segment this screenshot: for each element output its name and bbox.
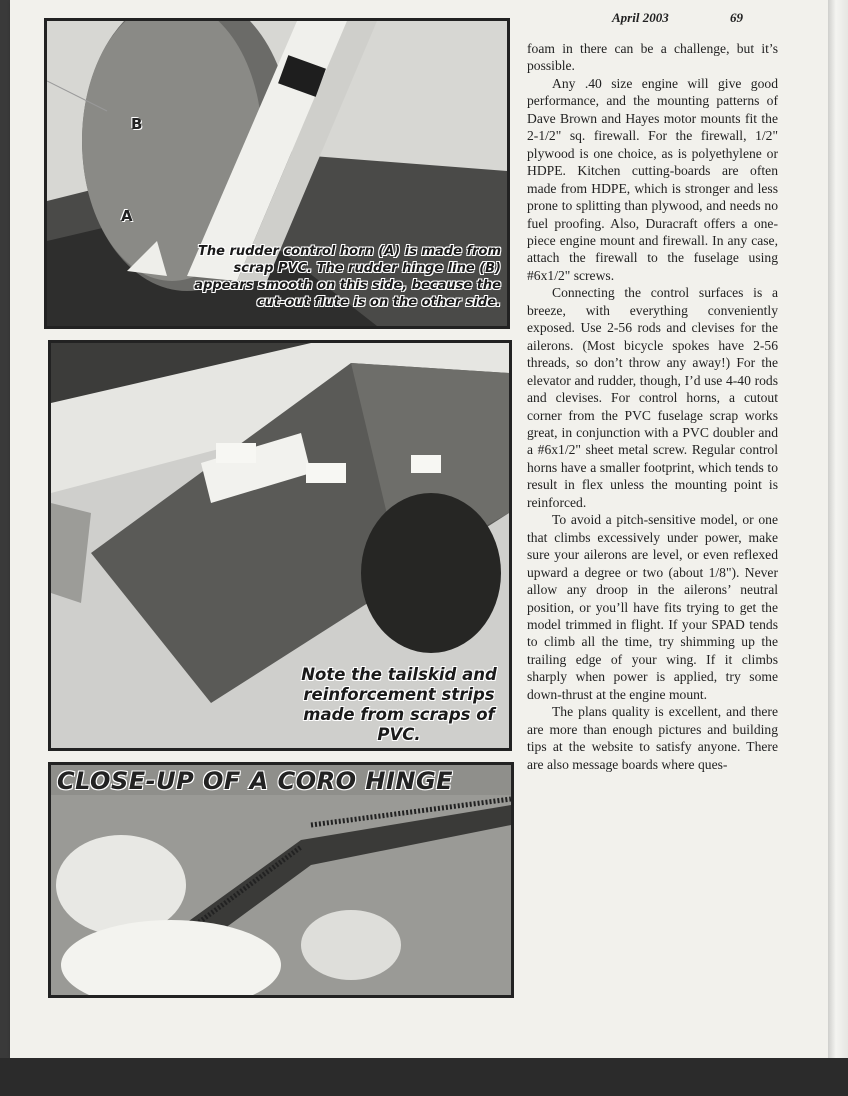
article-paragraph: Connecting the control surfaces is a breeze, with everything conveniently exposed. Use 2-56 rods and clevises for the ailerons. (Most bicycle spokes have 2-56 threads, so don’t throw any away!) For the elevator and rudder, though, I’d use 4-40 rods and clevises. For control horns, a cutout corner from the PVC fuselage scrap works great, in conjunction with a PVC doubler and a #6x1/2" sheet metal screw. Regular control horns have a smaller footprint, which tends to result in flex unless the mounting point is reinforced.: [527, 285, 778, 510]
page-number: 69: [730, 10, 743, 25]
label-b: B: [131, 115, 143, 133]
photo-tailskid: [48, 340, 512, 751]
page-header: [612, 10, 742, 26]
article-column: [527, 40, 778, 773]
photo-caption-hinge: CLOSE-UP OF A CORO HINGE: [57, 767, 454, 795]
page-edge: [828, 0, 848, 1096]
photo-caption-tailskid: Note the tailskid and reinforcement strips made from scraps of PVC.: [301, 665, 497, 744]
issue-date: April 2003: [612, 10, 669, 25]
label-a: A: [121, 207, 133, 225]
article-paragraph: foam in there can be a challenge, but it’s possible.: [527, 41, 778, 74]
scan-background: [0, 1058, 848, 1096]
article-paragraph: The plans quality is excellent, and there are more than enough pictures and building tips at the website to satisfy anyone. There are also message boards where ques-: [527, 704, 778, 772]
photo-coro-hinge: [48, 762, 514, 998]
photo-rudder-horn: [44, 18, 510, 329]
hinge-photo-drawing: [51, 765, 511, 995]
article-paragraph: To avoid a pitch-sensitive model, or one that climbs excessively under power, make sure your ailerons are level, or even reflexed upward a degree or two (about 1/8"). Never allow any droop in the ailerons’ neutral position, or you’ll have fits trying to get the model trimmed in flight. If your SPAD tends to climb all the time, try shimming up the trailing edge of your wing. If it climbs sharply when power is applied, try some down-thrust at the engine mount.: [527, 512, 778, 702]
photo-caption-rudder: The rudder control horn (A) is made from scrap PVC. The rudder hinge line (B) appears smooth on this side, because the cut-out flute is on the other side.: [194, 244, 501, 310]
article-paragraph: Any .40 size engine will give good performance, and the mounting patterns of Dave Brown and Hayes motor mounts fit the 2-1/2" sq. firewall. For the firewall, 1/2" plywood is one choice, as is polyethylene or HDPE. Kitchen cutting-boards are often made from HDPE, which is stronger and less prone to splitting than plywood, and needs no fuel proofing. Also, Duracraft offers a one-piece engine mount and firewall. In any case, attach the firewall to the fuselage using #6x1/2" screws.: [527, 75, 778, 283]
